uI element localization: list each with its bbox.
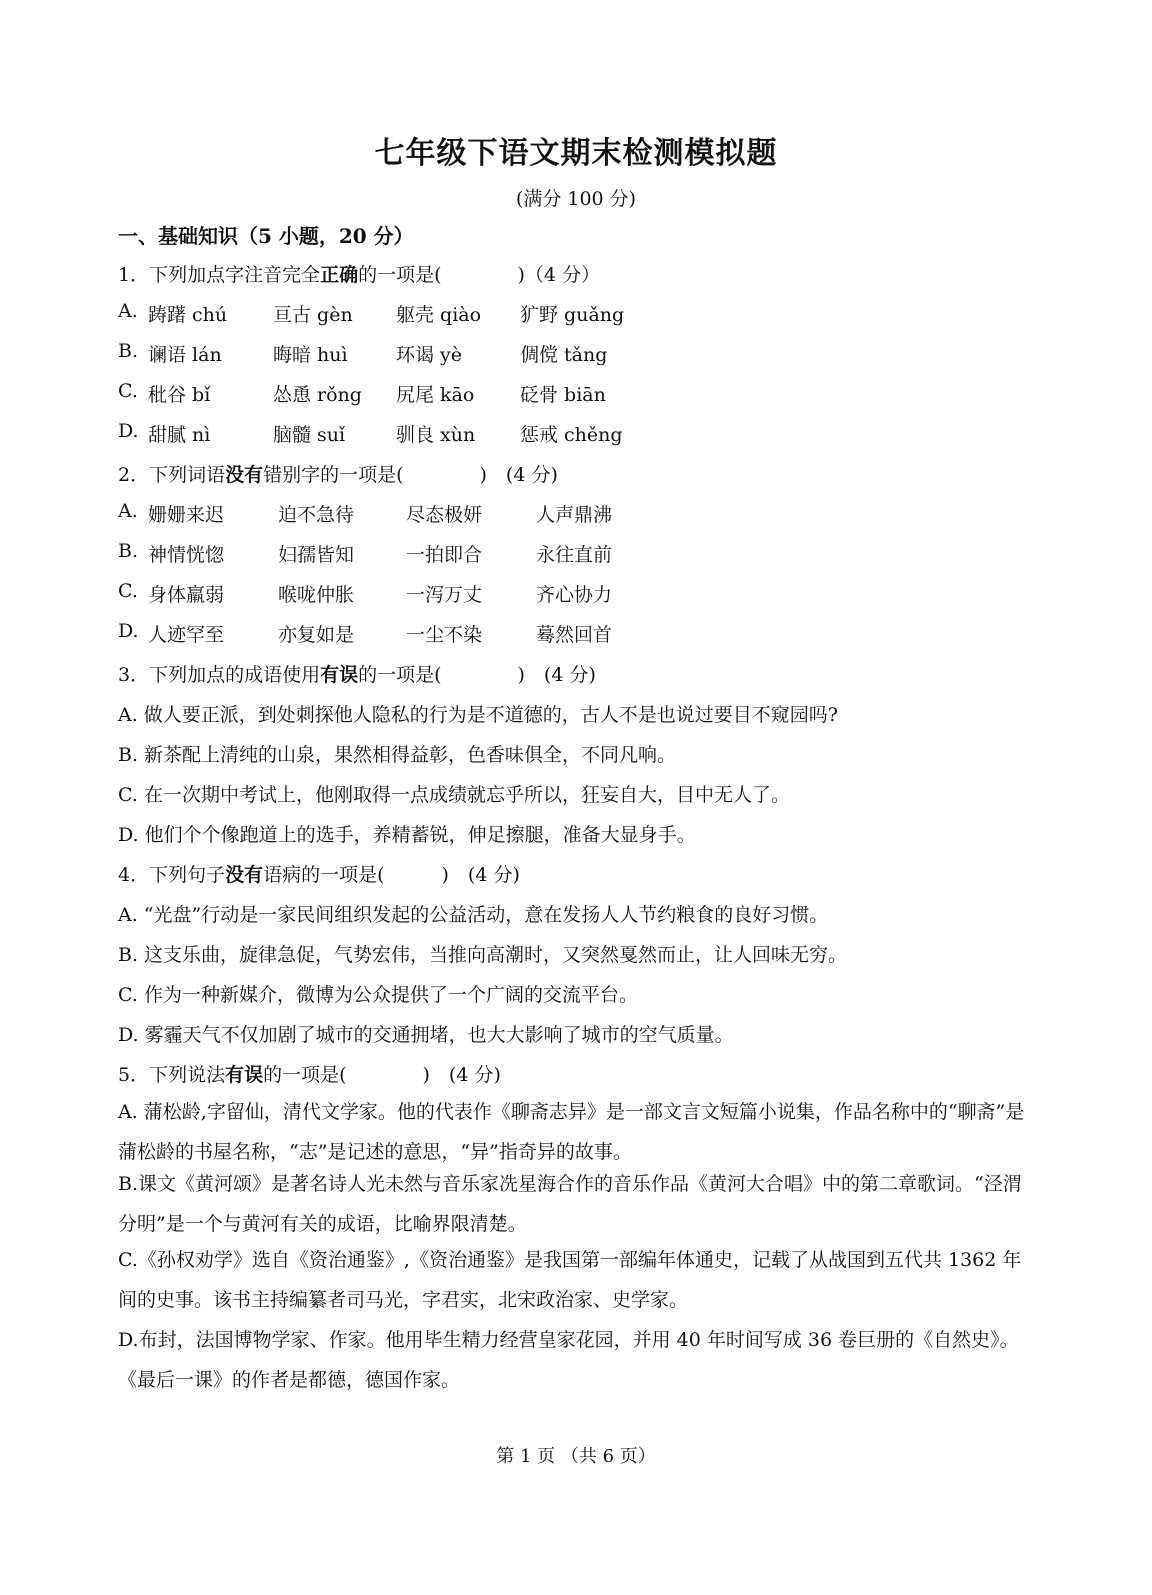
question-3-option-b: B. 新茶配上清纯的山泉，果然相得益彰，色香味俱全，不同凡响。	[118, 744, 677, 766]
question-1-option-c	[118, 380, 718, 406]
option-item: 一拍即合	[406, 544, 483, 566]
option-item: 躯壳 qiào	[396, 304, 482, 326]
option-item: 倜傥 tǎng	[520, 344, 608, 366]
option-item: 怂恿 rǒng	[273, 384, 362, 406]
option-item: 秕谷 bǐ	[148, 384, 211, 406]
option-item: 晦暗 huì	[273, 344, 348, 366]
question-3-stem-text: 3．下列加点的成语使用	[118, 664, 321, 686]
page-subtitle: (满分 100 分)	[515, 188, 637, 210]
question-1-option-a	[118, 300, 718, 326]
question-3-option-d: D. 他们个个像跑道上的选手，养精蓄锐，伸足擦腿，准备大显身手。	[118, 824, 696, 846]
question-1-stem	[118, 260, 600, 287]
question-2-option-b	[118, 540, 718, 566]
option-item: 亦复如是	[278, 624, 355, 646]
question-3-option-c: C. 在一次期中考试上，他刚取得一点成绩就忘乎所以，狂妄自大，目中无人了。	[118, 784, 790, 806]
question-5-option-d: D.布封，法国博物学家、作家。他用毕生精力经营皇家花园，并用 40 年时间写成 36 卷巨册的《自然史》。《最后一课》的作者是都德，德国作家。	[118, 1329, 1019, 1391]
option-letter: A.	[118, 300, 138, 322]
option-letter: C.	[118, 580, 138, 602]
question-2-option-d	[118, 620, 718, 646]
option-letter: D.	[118, 420, 139, 442]
page-footer: 第 1 页 （共 6 页）	[496, 1446, 656, 1467]
option-item: 喉咙仲胀	[278, 584, 355, 606]
option-item: 甜腻 nì	[148, 424, 211, 446]
option-item: 姗姗来迟	[148, 504, 225, 526]
question-4-stem-text: 4．下列句子	[118, 864, 226, 886]
option-item: 一尘不染	[406, 624, 483, 646]
option-item: 脑髓 suǐ	[273, 424, 346, 446]
option-letter: A.	[118, 500, 138, 522]
page-title: 七年级下语文期末检测模拟题	[374, 136, 778, 171]
question-1-stem-emphasis: 正确	[320, 264, 359, 286]
option-item: 踌躇 chú	[148, 304, 228, 326]
question-5-stem-emphasis: 有误	[225, 1064, 264, 1086]
question-3-option-a: A. 做人要正派，到处刺探他人隐私的行为是不道德的，古人不是也说过要目不窥园吗?	[118, 704, 838, 726]
question-3-stem-emphasis: 有误	[320, 664, 359, 686]
question-2-option-a	[118, 500, 718, 526]
option-item: 永往直前	[536, 544, 613, 566]
question-2-option-c	[118, 580, 718, 606]
question-2-stem	[118, 460, 558, 487]
question-5-stem-tail: 的一项是( ) (4 分)	[263, 1064, 501, 1086]
option-item: 惩戒 chěng	[520, 424, 623, 446]
option-item: 砭骨 biān	[520, 384, 606, 406]
option-item: 一泻万丈	[406, 584, 483, 606]
question-1-option-d	[118, 420, 718, 446]
question-5-option-a: A. 蒲松龄,字留仙，清代文学家。他的代表作《聊斋志异》是一部文言文短篇小说集，作品名称中的“聊斋”是蒲松龄的书屋名称，“志”是记述的意思，“异”指奇异的故事。	[118, 1101, 1025, 1163]
question-2-stem-text: 2．下列词语	[118, 464, 226, 486]
question-4-option-a: A. “光盘”行动是一家民间组织发起的公益活动，意在发扬人人节约粮食的良好习惯。	[118, 904, 829, 926]
question-4-option-d: D. 雾霾天气不仅加剧了城市的交通拥堵，也大大影响了城市的空气质量。	[118, 1024, 734, 1046]
question-4-option-c: C. 作为一种新媒介，微博为公众提供了一个广阔的交流平台。	[118, 984, 638, 1006]
option-item: 妇孺皆知	[278, 544, 355, 566]
option-item: 蓦然回首	[536, 624, 613, 646]
section-heading: 一、基础知识（5 小题，20 分）	[118, 224, 414, 248]
option-letter: B.	[118, 340, 139, 362]
question-1-stem-tail: 的一项是( )（4 分）	[358, 264, 601, 286]
question-4-stem	[118, 860, 520, 887]
option-item: 迫不急待	[278, 504, 355, 526]
question-2-stem-emphasis: 没有	[225, 464, 264, 486]
option-item: 亘古 gèn	[273, 304, 353, 326]
question-1-option-b	[118, 340, 718, 366]
option-item: 齐心协力	[536, 584, 613, 606]
question-5-option-b: B.课文《黄河颂》是著名诗人光未然与音乐家冼星海合作的音乐作品《黄河大合唱》中的第二章歌词。“泾渭分明”是一个与黄河有关的成语，比喻界限清楚。	[118, 1173, 1022, 1235]
option-letter: D.	[118, 620, 139, 642]
question-4-option-b: B. 这支乐曲，旋律急促，气势宏伟，当推向高潮时，又突然戛然而止，让人回味无穷。	[118, 944, 848, 966]
option-item: 身体羸弱	[148, 584, 225, 606]
option-item: 谰语 lán	[148, 344, 222, 366]
question-4-stem-tail: 语病的一项是( ) (4 分)	[263, 864, 520, 886]
question-1-stem-text: 1．下列加点字注音完全	[118, 264, 321, 286]
question-5-stem-text: 5．下列说法	[118, 1064, 226, 1086]
option-item: 神情恍惚	[148, 544, 225, 566]
option-item: 尻尾 kāo	[396, 384, 475, 406]
question-3-stem-tail: 的一项是( ) (4 分)	[358, 664, 596, 686]
option-letter: C.	[118, 380, 138, 402]
option-item: 犷野 guǎng	[520, 304, 625, 326]
option-item: 尽态极妍	[406, 504, 483, 526]
question-4-stem-emphasis: 没有	[225, 864, 264, 886]
question-2-stem-tail: 错别字的一项是( ) (4 分)	[263, 464, 558, 486]
option-item: 驯良 xùn	[396, 424, 476, 446]
question-5-option-c: C.《孙权劝学》选自《资治通鉴》,《资治通鉴》是我国第一部编年体通史，记载了从战国到五代共 1362 年间的史事。该书主持编纂者司马光，字君实，北宋政治家、史学家。	[118, 1249, 1022, 1311]
question-3-stem	[118, 660, 596, 687]
option-item: 人迹罕至	[148, 624, 225, 646]
option-letter: B.	[118, 540, 139, 562]
question-5-stem	[118, 1060, 501, 1087]
option-item: 人声鼎沸	[536, 504, 613, 526]
option-item: 环谒 yè	[396, 344, 463, 366]
